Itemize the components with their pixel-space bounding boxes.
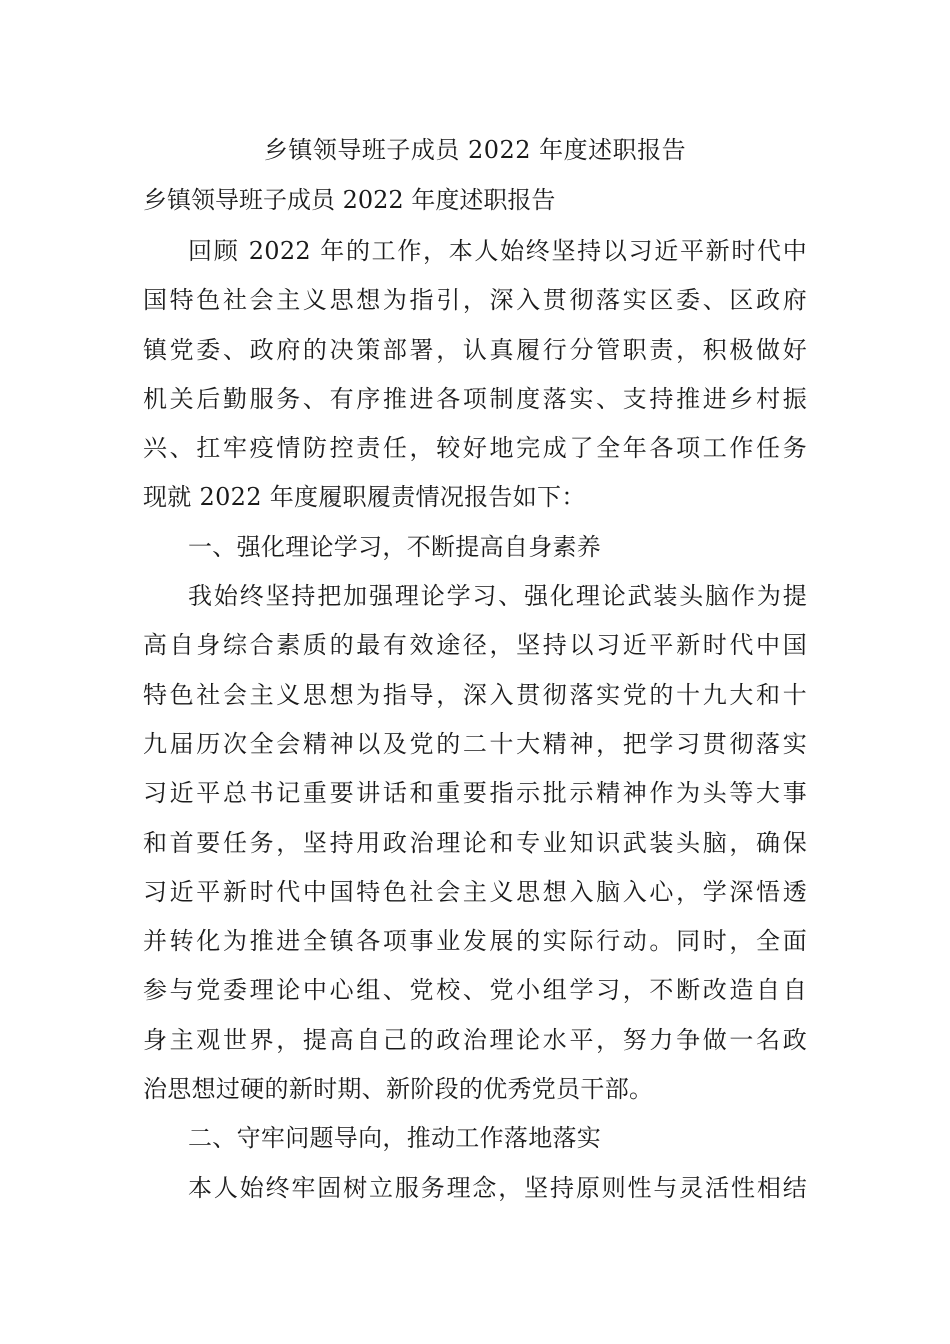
document-subtitle: 乡镇领导班子成员 2022 年度述职报告 — [143, 186, 556, 214]
paragraph-line: 并转化为推进全镇各项事业发展的实际行动。同时，全面 — [143, 927, 807, 956]
paragraph-line: 身主观世界，提高自己的政治理论水平，努力争做一名政 — [143, 1025, 807, 1054]
paragraph-line: 兴、扛牢疫情防控责任，较好地完成了全年各项工作任务 — [143, 434, 807, 463]
paragraph-line: 高自身综合素质的最有效途径，坚持以习近平新时代中国 — [143, 631, 807, 660]
paragraph-line: 特色社会主义思想为指导，深入贯彻落实党的十九大和十 — [143, 680, 807, 709]
paragraph-line: 回顾 2022 年的工作，本人始终坚持以习近平新时代中 — [188, 237, 807, 265]
paragraph-line: 九届历次全会精神以及党的二十大精神，把学习贯彻落实 — [143, 729, 807, 758]
document-body — [143, 227, 807, 1213]
paragraph-line: 参与党委理论中心组、党校、党小组学习，不断改造自自 — [143, 976, 807, 1005]
paragraph-line: 习近平新时代中国特色社会主义思想入脑入心，学深悟透 — [143, 877, 807, 906]
paragraph-line: 习近平总书记重要讲话和重要指示批示精神作为头等大事 — [143, 779, 807, 808]
paragraph-line: 我始终坚持把加强理论学习、强化理论武装头脑作为提 — [188, 582, 807, 611]
paragraph-line: 机关后勤服务、有序推进各项制度落实、支持推进乡村振 — [143, 384, 807, 413]
paragraph-line: 治思想过硬的新时期、新阶段的优秀党员干部。 — [143, 1075, 654, 1104]
section-heading: 二、守牢问题导向，推动工作落地落实 — [188, 1124, 602, 1153]
document-title: 乡镇领导班子成员 2022 年度述职报告 — [263, 136, 687, 164]
paragraph-line: 镇党委、政府的决策部署，认真履行分管职责，积极做好 — [143, 335, 807, 364]
paragraph-line: 本人始终牢固树立服务理念，坚持原则性与灵活性相结 — [188, 1173, 807, 1202]
paragraph-line: 和首要任务，坚持用政治理论和专业知识武装头脑，确保 — [143, 828, 807, 857]
paragraph-line: 现就 2022 年度履职履责情况报告如下： — [143, 483, 586, 512]
paragraph-line: 国特色社会主义思想为指引，深入贯彻落实区委、区政府 — [143, 286, 807, 315]
section-heading: 一、强化理论学习，不断提高自身素养 — [188, 532, 602, 561]
